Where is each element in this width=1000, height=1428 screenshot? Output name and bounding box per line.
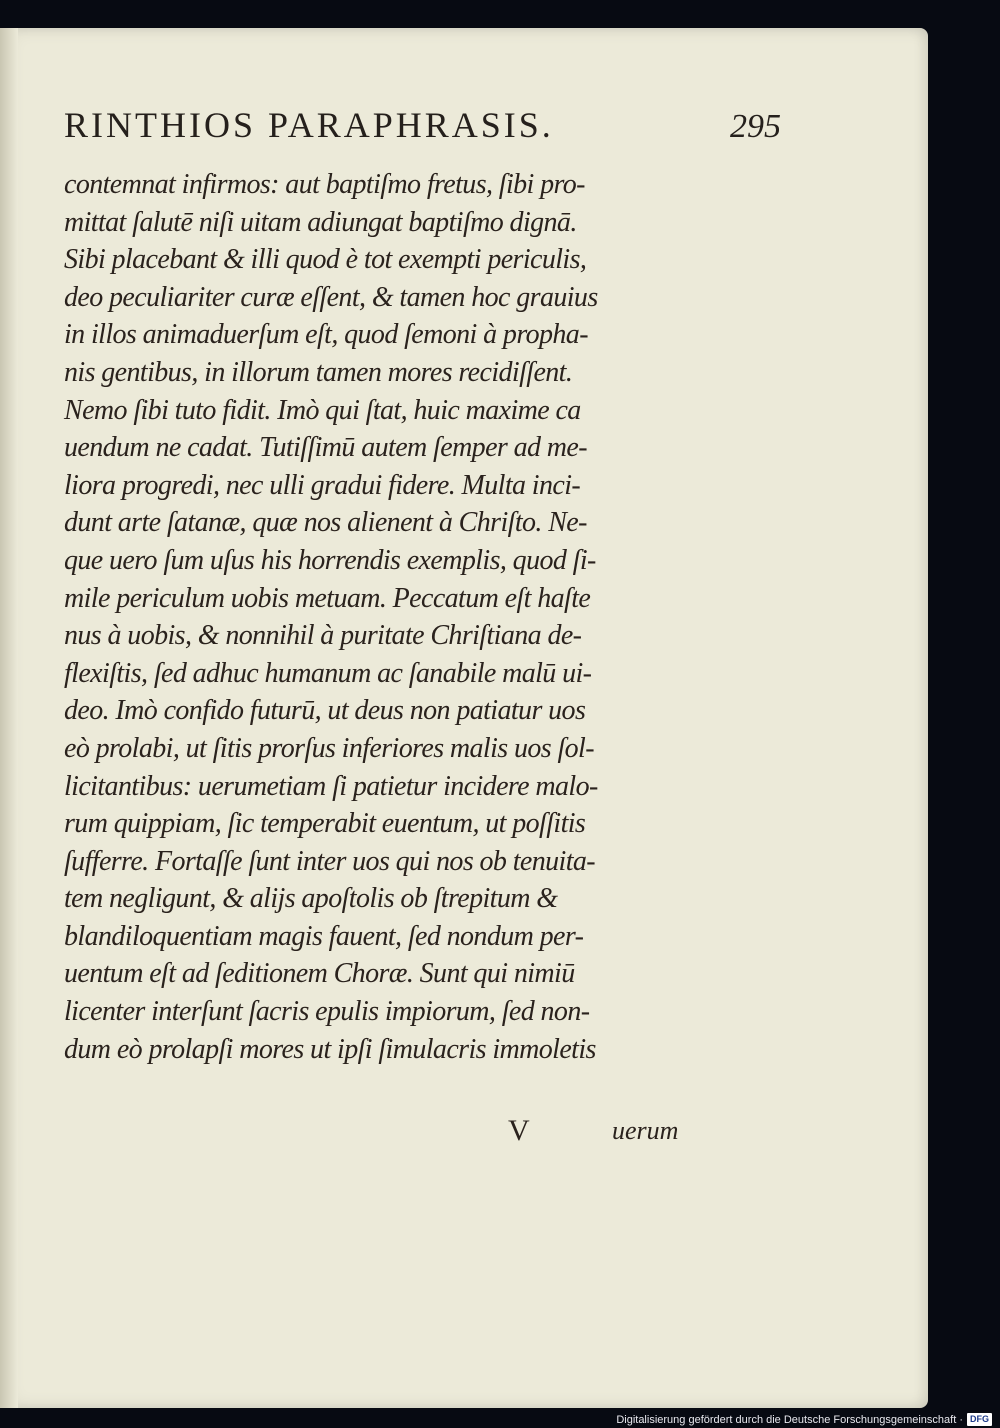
text-line: deo. Imò confido futurū, ut deus non patiatur uos (64, 695, 586, 727)
text-line: uentum eſt ad ſeditionem Choræ. Sunt qui nimiū (64, 958, 575, 990)
text-line: que uero ſum uſus his horrendis exemplis, quod ſi- (64, 544, 596, 576)
text-line: contemnat infirmos: aut baptiſmo fretus, ſibi pro- (64, 169, 585, 200)
digitization-credit (616, 1413, 992, 1426)
body-text (64, 166, 704, 1068)
running-head: RINTHIOS PARAPHRASIS. (64, 105, 554, 145)
text-line: licitantibus: uerumetiam ſi patietur incidere malo- (64, 770, 598, 802)
text-line: blandiloquentiam magis fauent, ſed nondum per- (64, 920, 584, 952)
credit-text: Digitalisierung gefördert durch die Deutsche Forschungsgemeinschaft · (616, 1413, 963, 1426)
text-line: ſufferre. Fortaſſe ſunt inter uos qui nos ob tenuita- (64, 845, 596, 877)
text-line: dum eò prolapſi mores ut ipſi ſimulacris immoletis (64, 1033, 596, 1065)
signature-mark: V (508, 1114, 530, 1147)
text-line: nus à uobis, & nonnihil à puritate Chriſtiana de- (64, 620, 582, 652)
text-line: Sibi placebant & illi quod è tot exempti periculis, (64, 244, 587, 276)
text-line: nis gentibus, in illorum tamen mores recidiſſent. (64, 356, 573, 388)
text-line: mile periculum uobis metuam. Peccatum eſt haſte (64, 582, 591, 614)
text-line: eò prolabi, ut ſitis prorſus inferiores malis uos ſol- (64, 732, 594, 764)
text-line: tem negligunt, & alijs apoſtolis ob ſtrepitum & (64, 883, 558, 915)
book-page (0, 28, 928, 1408)
catchword: uerum (612, 1116, 679, 1145)
text-line: Nemo ſibi tuto fidit. Imò qui ſtat, huic maxime ca (64, 394, 581, 426)
dfg-logo: DFG (967, 1413, 992, 1426)
page-number: 295 (730, 108, 781, 145)
text-line: licenter interſunt ſacris epulis impiorum, ſed non- (64, 996, 590, 1028)
text-line: dunt arte ſatanæ, quæ nos alienent à Chriſto. Ne- (64, 507, 587, 539)
text-line: uendum ne cadat. Tutiſſimū autem ſemper ad me- (64, 432, 587, 464)
text-line: flexiſtis, ſed adhuc humanum ac ſanabile malū ui- (64, 657, 592, 689)
signature-line (64, 1114, 704, 1154)
text-line: rum quippiam, ſic temperabit euentum, ut poſſitis (64, 808, 586, 840)
text-line: deo peculiariter curæ eſſent, & tamen hoc grauius (64, 281, 598, 313)
text-line: mittat ſalutē niſi uitam adiungat baptiſmo dignā. (64, 206, 577, 238)
text-line: in illos animaduerſum eſt, quod ſemoni à propha- (64, 319, 588, 351)
text-line: liora progredi, nec ulli gradui fidere. Multa inci- (64, 469, 581, 501)
